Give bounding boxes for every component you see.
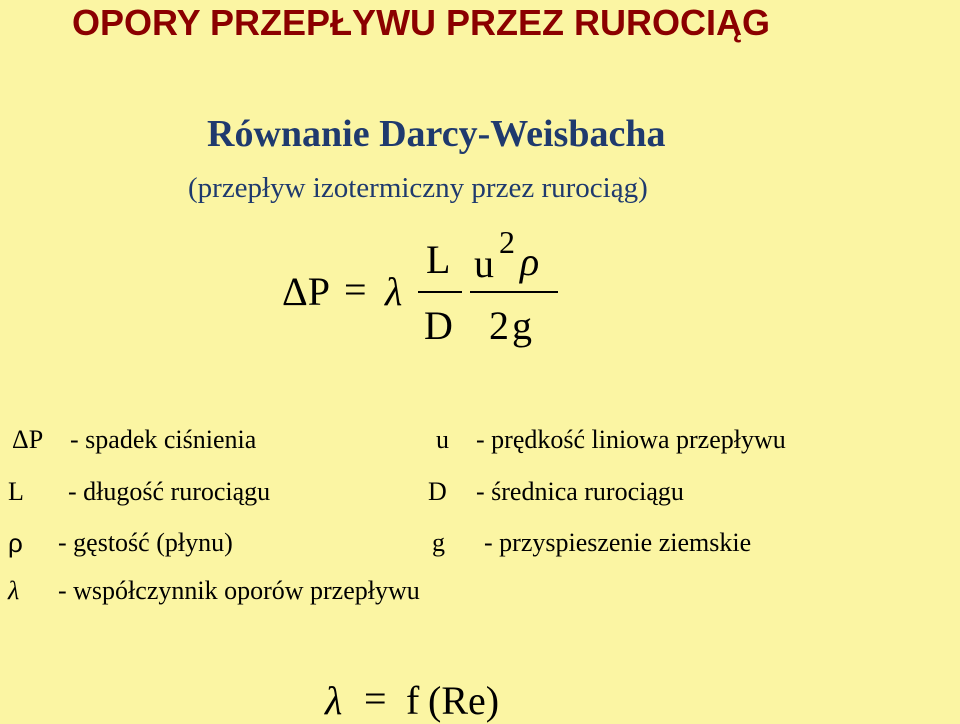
- eq-den2-var: g: [512, 303, 532, 348]
- legend-symbol: L: [8, 477, 24, 506]
- equation-name: Równanie Darcy-Weisbacha: [207, 113, 666, 155]
- fn-f: f: [406, 678, 420, 723]
- eq-lhs: ΔP: [282, 269, 330, 314]
- fn-equals: =: [364, 676, 387, 721]
- legend-symbol: u: [436, 425, 449, 454]
- eq-num2-base: u: [474, 241, 494, 286]
- eq-fraction-bar-1: [418, 291, 462, 293]
- fn-arg: (Re): [428, 678, 500, 723]
- page-title: OPORY PRZEPŁYWU PRZEZ RUROCIĄG: [72, 2, 771, 43]
- eq-lambda: λ: [385, 269, 403, 314]
- eq-fraction-bar-2: [470, 291, 558, 293]
- legend-symbol: ρ: [8, 528, 23, 558]
- fn-lambda: λ: [325, 678, 343, 723]
- eq-den1: D: [424, 303, 453, 348]
- legend-desc: - gęstość (płynu): [58, 528, 233, 557]
- legend-desc: - średnica rurociągu: [476, 477, 684, 506]
- legend-symbol: g: [432, 528, 445, 557]
- legend-symbol: ΔP: [12, 425, 44, 454]
- eq-num2-exponent: 2: [499, 224, 515, 260]
- legend-desc: - spadek ciśnienia: [70, 425, 257, 454]
- eq-num1: L: [426, 237, 451, 282]
- legend-desc: - prędkość liniowa przepływu: [476, 425, 786, 454]
- legend-symbol: D: [428, 477, 447, 506]
- legend-desc: - długość rurociągu: [68, 477, 271, 506]
- equation-note: (przepływ izotermiczny przez rurociąg): [188, 172, 648, 204]
- legend-desc: - przyspieszenie ziemskie: [484, 528, 752, 557]
- eq-num2-rho: ρ: [520, 239, 540, 284]
- legend-desc: - współczynnik oporów przepływu: [58, 576, 420, 605]
- legend-symbol: λ: [8, 576, 20, 605]
- eq-equals: =: [344, 267, 367, 312]
- eq-den2-coef: 2: [489, 303, 509, 348]
